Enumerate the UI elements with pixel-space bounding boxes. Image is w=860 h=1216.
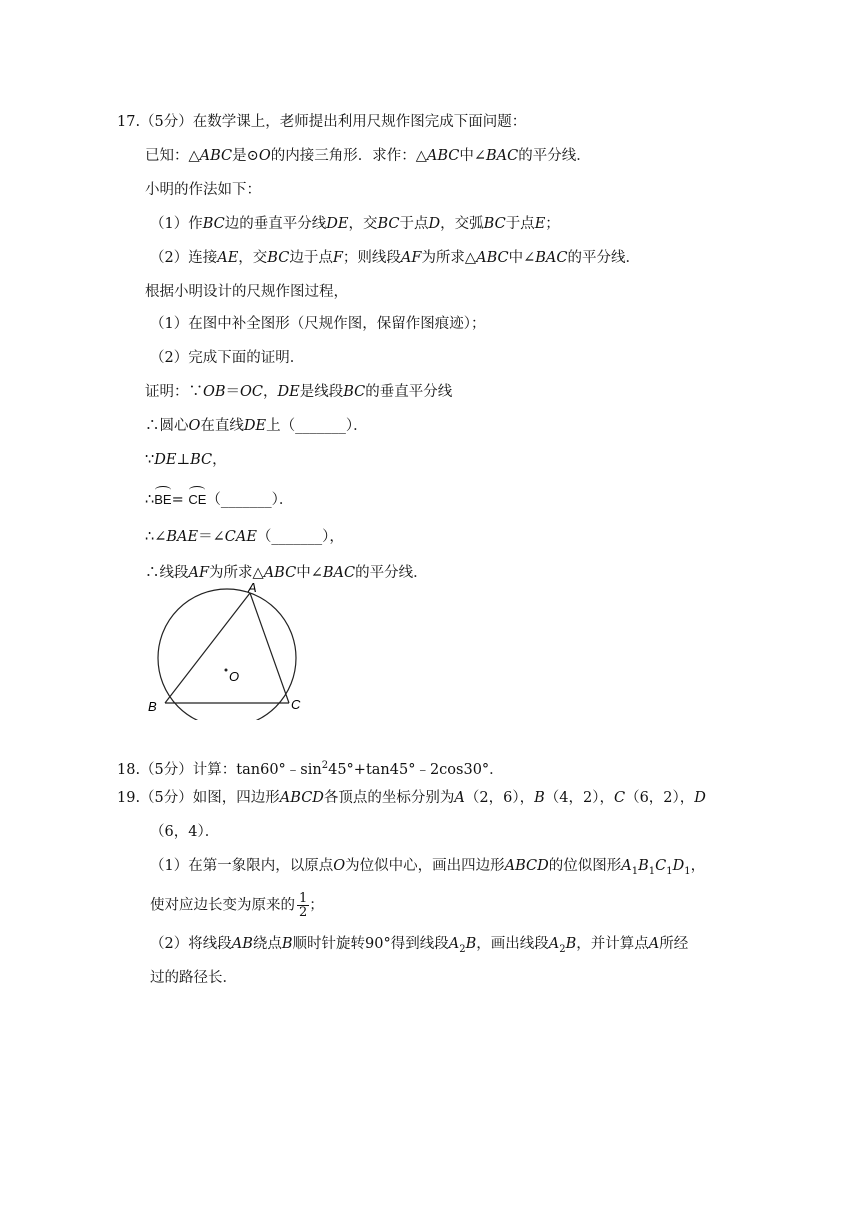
q17-task2: （2）完成下面的证明． [150, 350, 305, 366]
q17-proof-line3: ∵DE⊥BC， [145, 452, 227, 468]
fraction-one-half: $\frac{1}{2}$ [299, 891, 308, 920]
center-point-o [225, 669, 228, 672]
q17-figure [140, 580, 310, 720]
q17-proof-line4: ∴BE= CE（_______）． [145, 486, 293, 510]
circle-o [158, 589, 296, 720]
q19-line1: 19.（5分）如图，四边形ABCD各顶点的坐标分别为A（2，6），B（4，2），C（6，2），D [117, 790, 706, 806]
q17-step2: （2）连接AE，交BC边于点F；则线段AF为所求△ABC中∠BAC的平分线． [150, 250, 640, 266]
q19-part1-cont: 使对应边长变为原来的 $\frac{1}{2}$ ； [150, 891, 324, 920]
q18-title: 18.（5分）计算：$\tan 60^\circ﹣\sin^245^\circ+\tan 45^\circ﹣2\cos 30^\circ$． [117, 760, 504, 778]
segment-ac [250, 593, 289, 703]
label-c: C [291, 697, 301, 712]
q19-part2-cont: 过的路径长． [150, 970, 237, 986]
q17-proof-line1: 证明：∵OB＝OC，DE是线段BC的垂直平分线 [145, 384, 453, 400]
label-b: B [148, 699, 157, 714]
q19-part2: （2）将线段AB绕点B顺时针旋转90°得到线段$A_2B$，画出线段$A_2B$，并计算点A所经 [150, 936, 689, 955]
q19-part1: （1）在第一象限内，以原点O为位似中心，画出四边形ABCD的位似图形$A_1B_1C_1D_1$， [150, 858, 706, 877]
q19-line2: （6，4）． [150, 824, 220, 840]
q17-title: 17.（5分）在数学课上，老师提出利用尺规作图完成下面问题： [117, 114, 527, 130]
q17-task1: （1）在图中补全图形（尺规作图，保留作图痕迹）； [150, 316, 486, 332]
arc-ce: CE [188, 486, 206, 510]
label-o: O [229, 669, 240, 684]
q17-step1: （1）作BC边的垂直平分线DE，交BC于点D，交弧BC于点E； [150, 216, 560, 232]
q17-method: 小明的作法如下： [145, 182, 261, 198]
q17-proof-line2: ∴圆心O在直线DE上（_______）． [145, 418, 368, 434]
q17-according: 根据小明设计的尺规作图过程， [145, 284, 348, 300]
q17-proof-line6: ∴线段AF为所求△ABC中∠BAC的平分线． [145, 565, 428, 581]
label-a: A [248, 580, 257, 595]
q17-proof-line5: ∴∠BAE＝∠CAE（_______）， [145, 529, 344, 545]
q17-given: 已知：△ABC是⊙O的内接三角形．求作：△ABC中∠BAC的平分线． [145, 148, 591, 164]
arc-be: BE [154, 486, 171, 510]
